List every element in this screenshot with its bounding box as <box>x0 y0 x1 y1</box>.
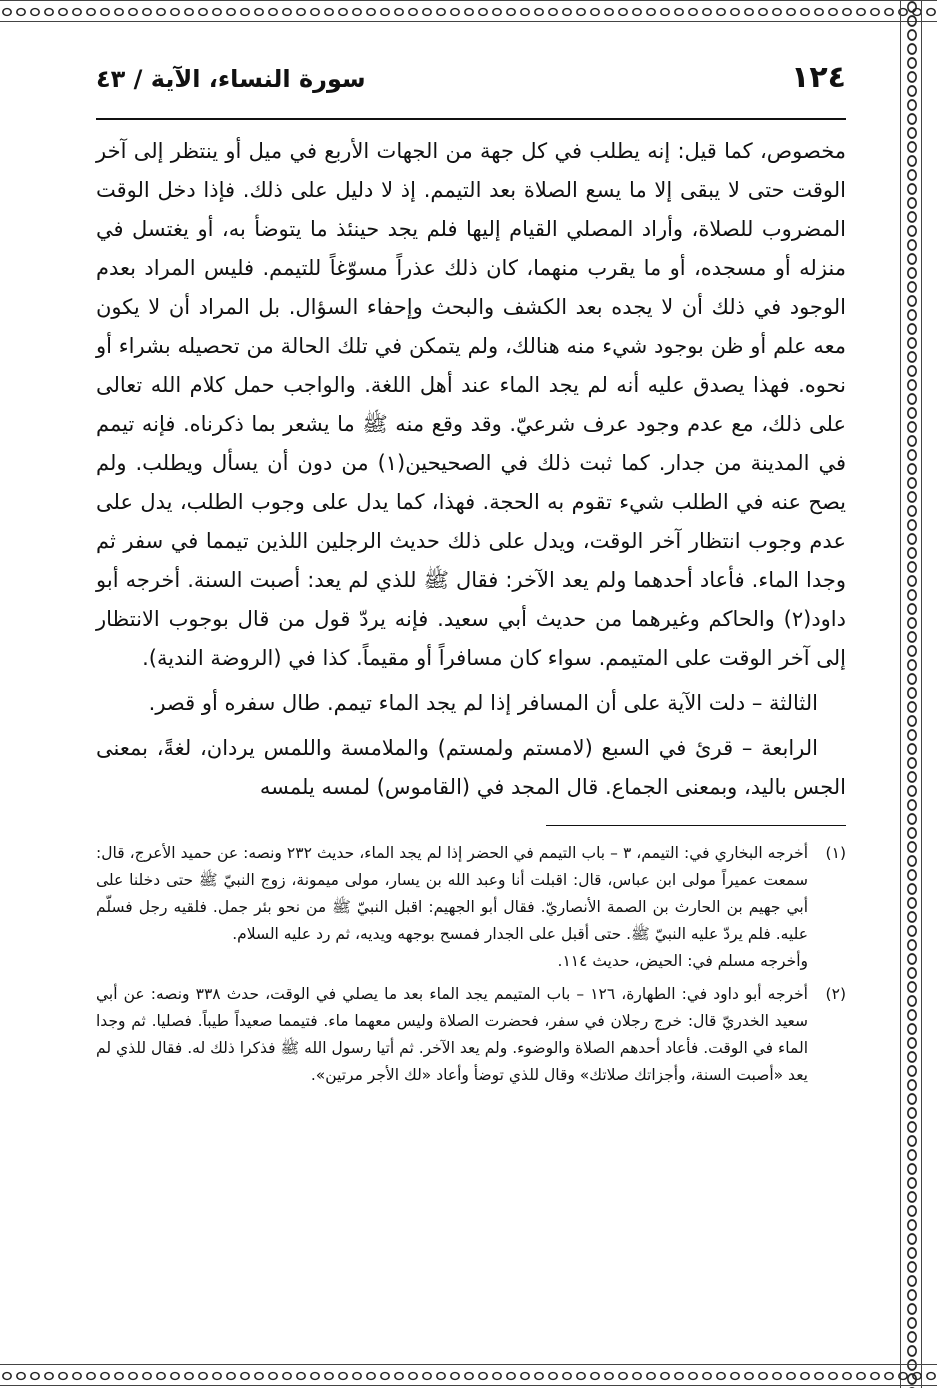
footnote-marker: (٢) <box>825 985 846 1003</box>
footnote-1 <box>96 840 846 975</box>
footnote-rule <box>546 825 846 826</box>
body-paragraph: الثالثة – دلت الآية على أن المسافر إذا لم يجد الماء تيمم. طال سفره أو قصر. <box>148 691 818 715</box>
bottom-ornamental-border <box>0 1364 937 1386</box>
footnote-text: أخرجه أبو داود في: الطهارة، ١٢٦ – باب المتيمم يجد الماء بعد ما يصلي في الوقت، حدث ٣٣٨ ونصه: عن أبي سعيد الخدريّ قال: خرج رجلان في سفر، فحضرت الصلاة وليس معهما ماء. فتيمما صعيداً طيباً. فصليا. ثم وجدا الماء في الوقت. فأعاد أحدهم الصلاة والوضوء. ولم يعد الآخر. ثم أتيا رسول الله ﷺ فذكرا ذلك له. فقال للذي لم يعد «أصبت السنة، وأجزاتك صلاتك» وقال للذي توضأ وأعاد «لك الأجر مرتين». <box>96 985 808 1084</box>
body-paragraph: مخصوص، كما قيل: إنه يطلب في كل جهة من الجهات الأربع في ميل أو ينتظر إلى آخر الوقت حتى لا يبقى إلا ما يسع الصلاة بعد التيمم. إذ لا دليل على ذلك. فإذا دخل الوقت المضروب للصلاة، وأراد المصلي القيام إليها فلم يجد حينئذ ما يتوضأ به، أو يغتسل في منزله أو مسجده، أو ما يقرب منهما، كان ذلك عذراً مسوّغاً للتيمم. فليس المراد بعدم الوجود في ذلك أن لا يجده بعد الكشف والبحث وإحفاء السؤال. بل المراد أن لا يكون معه علم أو ظن بوجود شيء منه هنالك، ولم يتمكن في تلك الحالة من تحصيله بشراء أو نحوه. فهذا يصدق عليه أنه لم يجد الماء عند أهل اللغة. والواجب حمل كلام الله تعالى على ذلك، مع عدم وجود عرف شرعيّ. وقد وقع منه ﷺ ما يشعر بما ذكرناه. فإنه تيمم في المدينة من جدار. كما ثبت ذلك في الصحيحين(١) من دون أن يسأل ويطلب. ولم يصح عنه في الطلب شيء تقوم به الحجة. فهذا، كما يدل على وجوب الطلب، يدل على عدم وجوب انتظار آخر الوقت، ويدل على ذلك حديث الرجلين اللذين تيمما في سفر ثم وجدا الماء. فأعاد أحدهما ولم يعد الآخر: فقال ﷺ للذي لم يعد: أصبت السنة. أخرجه أبو داود(٢) والحاكم وغيرهما من حديث أبي سعيد. فإنه يردّ قول من قال بوجوب الانتظار إلى آخر الوقت على المتيمم. سواء كان مسافراً أو مقيماً. كذا في (الروضة الندية). <box>96 139 846 670</box>
header-rule <box>96 118 846 120</box>
right-ornamental-border <box>900 0 922 1388</box>
footnote-text: أخرجه البخاري في: التيمم، ٣ – باب التيمم في الحضر إذا لم يجد الماء، حديث ٢٣٢ ونصه: عن حميد الأعرج، قال: سمعت عميراً مولى ابن عباس، قال: اقبلت أنا وعبد الله بن يسار، مولى ميمونة، زوج النبيّ ﷺ حتى دخلنا على أبي جهيم بن الحارث بن الصمة الأنصاريّ. فقال أبو الجهيم: اقبل النبيّ ﷺ من نحو بئر جمل. فلقيه رجل فسلّم عليه. فلم يردّ عليه النبيّ ﷺ. حتى أقبل على الجدار فمسح بوجهه ويديه، ثم رد عليه السلام. <box>96 844 808 943</box>
running-title: سورة النساء، الآية / ٤٣ <box>96 65 366 93</box>
footnotes <box>96 840 846 1089</box>
footnote-text: وأخرجه مسلم في: الحيض، حديث ١١٤. <box>557 952 808 970</box>
book-page <box>96 60 846 1095</box>
top-ornamental-border <box>0 0 937 22</box>
main-text <box>96 132 846 807</box>
body-paragraph: الرابعة – قرئ في السبع (لامستم ولمستم) والملامسة واللمس يردان، لغةً، بمعنى الجس باليد، وبمعنى الجماع. قال المجد في (القاموس) لمسه يلمسه <box>96 736 846 799</box>
page-number: ١٢٤ <box>791 60 846 95</box>
footnote-marker: (١) <box>825 844 846 862</box>
footnote-2 <box>96 981 846 1089</box>
page-header <box>96 60 846 112</box>
